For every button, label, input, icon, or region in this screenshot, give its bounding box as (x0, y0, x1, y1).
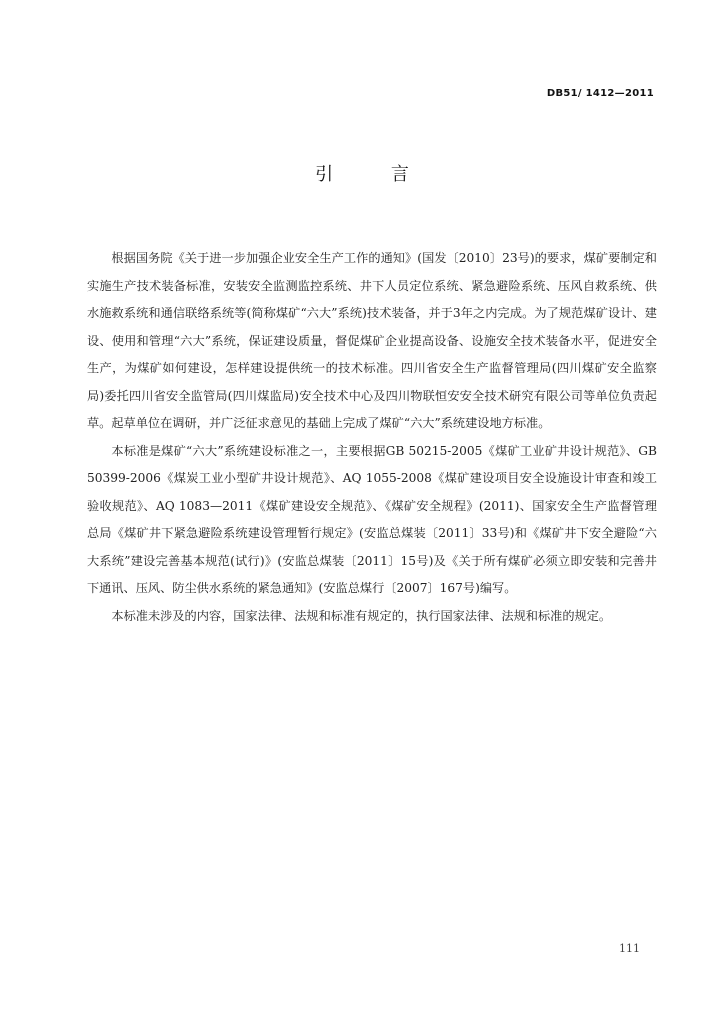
paragraph-2: 本标准是煤矿“六大”系统建设标准之一，主要根据GB 50215-2005《煤矿工业矿井设计规范》、GB 50399-2006《煤炭工业小型矿井设计规范》、AQ 1055-2008《煤矿建设项目安全设施设计审查和竣工验收规范》、AQ 1083—2011《煤矿建设安全规范》、《煤矿安全规程》(2011)、国家安全生产监督管理总局《煤矿井下紧急避险系统建设管理暂行规定》(安监总煤装〔2011〕33号)和《煤矿井下安全避险“六大系统”建设完善基本规范(试行)》(安监总煤装〔2011〕15号)及《关于所有煤矿必须立即安装和完善井下通讯、压风、防尘供水系统的紧急通知》(安监总煤行〔2007〕167号)编写。 (87, 443, 657, 595)
paragraph-3: 本标准未涉及的内容，国家法律、法规和标准有规定的，执行国家法律、法规和标准的规定。 (111, 608, 612, 623)
page-number: 111 (619, 942, 640, 955)
section-title: 引 言 (315, 164, 435, 185)
paragraph-1: 根据国务院《关于进一步加强企业安全生产工作的通知》(国发〔2010〕23号)的要求，煤矿要制定和实施生产技术装备标准，安装安全监测监控系统、井下人员定位系统、紧急避险系统、压风自救系统、供水施救系统和通信联络系统等(简称煤矿“六大”系统)技术装备，并于3年之内完成。为了规范煤矿设计、建设、使用和管理“六大”系统，保证建设质量，督促煤矿企业提高设备、设施安全技术装备水平，促进安全生产，为煤矿如何建设，怎样建设提供统一的技术标准。四川省安全生产监督管理局(四川煤矿安全监察局)委托四川省安全监管局(四川煤监局)安全技术中心及四川物联恒安安全技术研究有限公司等单位负责起草。起草单位在调研，并广泛征求意见的基础上完成了煤矿“六大”系统建设地方标准。 (87, 251, 657, 430)
document-code: DB51/ 1412—2011 (546, 88, 654, 99)
introduction-body (87, 245, 657, 630)
